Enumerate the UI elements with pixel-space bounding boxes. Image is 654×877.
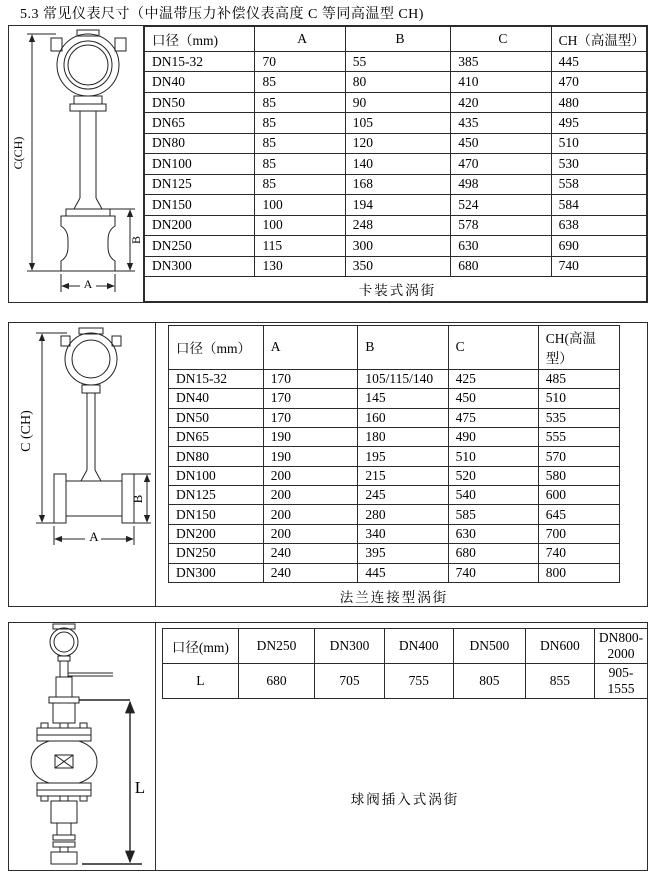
- data-cell: 105/115/140: [358, 369, 448, 388]
- data-cell: 245: [358, 486, 448, 505]
- data-cell: DN200: [145, 215, 255, 235]
- data-cell: DN125: [169, 486, 264, 505]
- data-cell: 450: [451, 133, 551, 153]
- data-cell: 194: [345, 195, 450, 215]
- header-cell: A: [263, 326, 358, 370]
- data-cell: 480: [551, 92, 646, 112]
- data-cell: 240: [263, 544, 358, 563]
- header-row: [169, 326, 620, 370]
- data-cell: 100: [255, 195, 345, 215]
- data-cell: 584: [551, 195, 646, 215]
- data-cell: 85: [255, 72, 345, 92]
- header-row: [145, 27, 647, 52]
- data-cell: DN200: [169, 524, 264, 543]
- data-cell: 520: [448, 466, 538, 485]
- table-cell-flange: [156, 323, 647, 606]
- data-cell: 558: [551, 174, 646, 194]
- table-row: [145, 51, 647, 71]
- data-cell: DN50: [145, 92, 255, 112]
- data-cell: 524: [451, 195, 551, 215]
- data-cell: 445: [358, 563, 448, 582]
- data-cell: 680: [238, 664, 315, 699]
- data-cell: DN65: [145, 113, 255, 133]
- table-row: [145, 256, 647, 276]
- data-cell: 535: [538, 408, 619, 427]
- data-cell: 145: [358, 389, 448, 408]
- data-cell: 740: [551, 256, 646, 276]
- data-cell: 100: [255, 215, 345, 235]
- table-row: [169, 544, 620, 563]
- dim-label-b: B: [129, 235, 143, 245]
- insertion-type-caption: 球阀插入式涡街: [350, 792, 460, 807]
- data-cell: 495: [551, 113, 646, 133]
- data-cell: 445: [551, 51, 646, 71]
- data-cell: 300: [345, 236, 450, 256]
- data-cell: 855: [525, 664, 594, 699]
- header-cell: DN800-2000: [595, 629, 648, 664]
- header-cell: B: [358, 326, 448, 370]
- data-cell: DN250: [169, 544, 264, 563]
- data-cell: 530: [551, 154, 646, 174]
- data-cell: 168: [345, 174, 450, 194]
- dim-label-a: A: [89, 529, 99, 544]
- table-row: [169, 369, 620, 388]
- data-cell: 180: [358, 427, 448, 446]
- data-cell: 580: [538, 466, 619, 485]
- table-row: [163, 664, 648, 699]
- table-row: [169, 389, 620, 408]
- data-cell: 195: [358, 447, 448, 466]
- data-cell: 510: [448, 447, 538, 466]
- data-cell: 200: [263, 505, 358, 524]
- header-cell: DN250: [238, 629, 315, 664]
- data-cell: DN40: [145, 72, 255, 92]
- data-cell: 340: [358, 524, 448, 543]
- data-cell: 85: [255, 154, 345, 174]
- data-cell: 485: [538, 369, 619, 388]
- flange-type-caption: 法兰连接型涡街: [339, 590, 449, 605]
- table-row: [145, 113, 647, 133]
- data-cell: 350: [345, 256, 450, 276]
- data-cell: DN250: [145, 236, 255, 256]
- data-cell: 805: [453, 664, 525, 699]
- data-cell: 498: [451, 174, 551, 194]
- header-cell: CH(高温型）: [538, 326, 619, 370]
- table-row: [145, 133, 647, 153]
- data-cell: DN100: [145, 154, 255, 174]
- data-cell: 170: [263, 389, 358, 408]
- data-cell: 690: [551, 236, 646, 256]
- data-cell: DN300: [169, 563, 264, 582]
- clamp-type-table: [144, 26, 647, 302]
- header-cell: B: [345, 27, 450, 52]
- data-cell: 800: [538, 563, 619, 582]
- ball-valve-insertion-vortex-flowmeter-drawing: [9, 623, 155, 870]
- header-cell: A: [255, 27, 345, 52]
- header-cell: 口径（mm）: [169, 326, 264, 370]
- dim-label-b: B: [130, 494, 145, 504]
- data-cell: L: [163, 664, 239, 699]
- data-cell: 215: [358, 466, 448, 485]
- header-cell: C: [448, 326, 538, 370]
- data-cell: 240: [263, 563, 358, 582]
- dim-label-l: L: [134, 778, 146, 797]
- table-row: [145, 174, 647, 194]
- table-row: [145, 72, 647, 92]
- data-cell: 140: [345, 154, 450, 174]
- table-row: [169, 466, 620, 485]
- header-cell: CH（高温型）: [551, 27, 646, 52]
- data-cell: 85: [255, 174, 345, 194]
- header-cell: DN500: [453, 629, 525, 664]
- data-cell: 755: [384, 664, 453, 699]
- data-cell: 160: [358, 408, 448, 427]
- table-row: [169, 563, 620, 582]
- data-cell: 578: [451, 215, 551, 235]
- footer-row: [145, 277, 647, 302]
- data-cell: DN150: [169, 505, 264, 524]
- header-cell: DN300: [315, 629, 384, 664]
- data-cell: 90: [345, 92, 450, 112]
- data-cell: 630: [451, 236, 551, 256]
- dim-label-a: A: [83, 277, 93, 291]
- header-cell: DN400: [384, 629, 453, 664]
- data-cell: 170: [263, 369, 358, 388]
- flange-vortex-flowmeter-drawing: [9, 323, 155, 606]
- data-cell: 540: [448, 486, 538, 505]
- data-cell: 630: [448, 524, 538, 543]
- data-cell: 905-1555: [595, 664, 648, 699]
- drawing-cell-flange: [9, 323, 156, 606]
- data-cell: DN15-32: [145, 51, 255, 71]
- data-cell: 280: [358, 505, 448, 524]
- table-row: [145, 215, 647, 235]
- data-cell: 600: [538, 486, 619, 505]
- drawing-cell-wafer: [9, 26, 144, 302]
- data-cell: 395: [358, 544, 448, 563]
- data-cell: DN40: [169, 389, 264, 408]
- data-cell: 85: [255, 92, 345, 112]
- data-cell: 115: [255, 236, 345, 256]
- page-title: 5.3 常见仪表尺寸（中温带压力补偿仪表高度 C 等同高温型 CH): [20, 7, 424, 22]
- data-cell: 55: [345, 51, 450, 71]
- data-cell: 248: [345, 215, 450, 235]
- table-row: [169, 505, 620, 524]
- data-cell: 570: [538, 447, 619, 466]
- data-cell: 105: [345, 113, 450, 133]
- data-cell: DN100: [169, 466, 264, 485]
- data-cell: 740: [448, 563, 538, 582]
- data-cell: 740: [538, 544, 619, 563]
- data-cell: DN150: [145, 195, 255, 215]
- data-cell: 425: [448, 369, 538, 388]
- data-cell: 585: [448, 505, 538, 524]
- data-cell: 470: [551, 72, 646, 92]
- data-cell: DN65: [169, 427, 264, 446]
- table-row: [145, 236, 647, 256]
- data-cell: 645: [538, 505, 619, 524]
- table-row: [169, 427, 620, 446]
- data-cell: 190: [263, 447, 358, 466]
- data-cell: 85: [255, 113, 345, 133]
- table-row: [169, 486, 620, 505]
- data-cell: DN50: [169, 408, 264, 427]
- data-cell: 680: [451, 256, 551, 276]
- data-cell: 385: [451, 51, 551, 71]
- data-cell: DN300: [145, 256, 255, 276]
- drawing-cell-insertion: [9, 623, 156, 870]
- table-row: [145, 154, 647, 174]
- data-cell: 70: [255, 51, 345, 71]
- data-cell: 705: [315, 664, 384, 699]
- section-insertion-type: [8, 622, 648, 871]
- table-cell-insertion: [156, 623, 648, 870]
- table-footer-cell: 卡装式涡街: [145, 277, 647, 302]
- data-cell: 475: [448, 408, 538, 427]
- data-cell: 510: [551, 133, 646, 153]
- table-row: [169, 408, 620, 427]
- section-flange-type: [8, 322, 648, 607]
- data-cell: 555: [538, 427, 619, 446]
- table-row: [145, 195, 647, 215]
- data-cell: 170: [263, 408, 358, 427]
- data-cell: DN80: [145, 133, 255, 153]
- header-cell: C: [451, 27, 551, 52]
- header-cell: 口径(mm): [163, 629, 239, 664]
- table-cell-clamp: [144, 26, 647, 302]
- data-cell: 85: [255, 133, 345, 153]
- data-cell: 490: [448, 427, 538, 446]
- data-cell: 700: [538, 524, 619, 543]
- dim-label-c: C(CH): [11, 136, 25, 170]
- data-cell: 510: [538, 389, 619, 408]
- header-cell: DN600: [525, 629, 594, 664]
- data-cell: 420: [451, 92, 551, 112]
- header-cell: 口径（mm): [145, 27, 255, 52]
- data-cell: 200: [263, 524, 358, 543]
- wafer-vortex-flowmeter-drawing: [9, 26, 143, 302]
- data-cell: DN125: [145, 174, 255, 194]
- header-row: [163, 629, 648, 664]
- dim-label-c: C (CH): [19, 410, 34, 452]
- table-row: [169, 447, 620, 466]
- table-row: [169, 524, 620, 543]
- data-cell: 410: [451, 72, 551, 92]
- section-clamp-type: [8, 25, 648, 303]
- data-cell: DN15-32: [169, 369, 264, 388]
- data-cell: 190: [263, 427, 358, 446]
- insertion-type-table: [162, 628, 648, 699]
- data-cell: 470: [451, 154, 551, 174]
- table-row: [145, 92, 647, 112]
- data-cell: 80: [345, 72, 450, 92]
- data-cell: 200: [263, 486, 358, 505]
- data-cell: 450: [448, 389, 538, 408]
- data-cell: 120: [345, 133, 450, 153]
- data-cell: 680: [448, 544, 538, 563]
- data-cell: 200: [263, 466, 358, 485]
- data-cell: 435: [451, 113, 551, 133]
- data-cell: DN80: [169, 447, 264, 466]
- flange-type-table: [168, 325, 620, 583]
- data-cell: 130: [255, 256, 345, 276]
- data-cell: 638: [551, 215, 646, 235]
